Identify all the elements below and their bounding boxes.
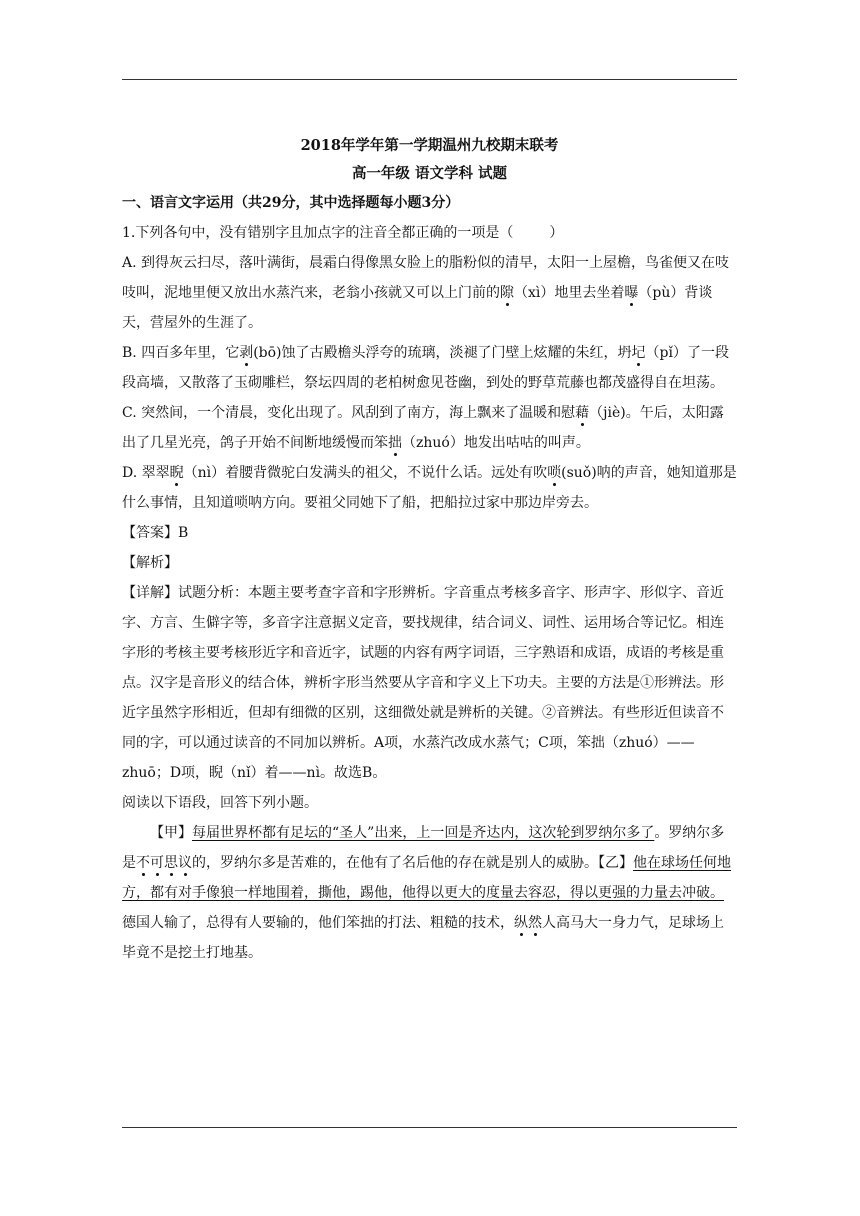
option-d-text-2: （nì）着腰背微驼白发满头的祖父，不说什么话。远处有吹 xyxy=(183,465,548,481)
exam-title: 2018年学年第一学期温州九校期末联考 xyxy=(300,137,559,154)
section-heading: 一、语言文字运用（共29分，其中选择题每小题3分） xyxy=(122,195,460,211)
stem-close: ） xyxy=(549,225,564,241)
dotted-char: 剥 xyxy=(239,345,254,361)
passage-text-2b: 的，罗纳尔多是苦难的，在他有了名后他的存在就是别人的威胁。 xyxy=(192,855,598,871)
reading-passage xyxy=(122,818,737,968)
dotted-char: 可 xyxy=(150,855,164,871)
option-a-text-1: A. 到得灰云扫尽，落叶满街，晨霜白得像黑女脸上的脂粉似的清早，太阳一上屋檐，鸟雀便又在吱吱叫，泥地里便又放出水蒸汽来，老翁小孩就又可以上门前的 xyxy=(122,255,730,301)
document-body xyxy=(122,132,737,968)
dotted-char: 隙 xyxy=(500,285,514,301)
dotted-char: 不 xyxy=(136,855,150,871)
option-c xyxy=(122,398,737,458)
option-d-text-3: (suǒ)呐的声音，她知道那是什么事情，且知道唢呐方向。要祖父同她下了船，把船拉过家中那边岸旁去。 xyxy=(122,465,737,511)
option-b xyxy=(122,338,737,398)
option-c-text-3: （zhuó）地发出咕咕的叫声。 xyxy=(402,435,590,451)
passage-text-3a: 德国人输了，总得有人要输的，他们笨拙的打法、粗糙的技术， xyxy=(122,915,514,931)
exam-subtitle: 高一年级 语文学科 试题 xyxy=(351,165,508,182)
passage-text-2a: 罗纳尔多是 xyxy=(122,825,725,871)
question-1-stem xyxy=(122,218,737,248)
reading-intro: 阅读以下语段，回答下列小题。 xyxy=(122,795,318,811)
dotted-char: 拙 xyxy=(388,435,402,451)
option-a-text-2: （xì）地里去坐着 xyxy=(514,285,625,301)
option-d-text-1: D. 翠翠 xyxy=(122,465,170,481)
option-a-text-3: （pù）背谈天，营屋外的生涯了。 xyxy=(122,285,713,331)
period: 。 xyxy=(654,825,669,841)
label-jia: 【甲】 xyxy=(150,825,192,841)
bottom-rule xyxy=(122,1127,737,1128)
option-c-text-1: C. 突然间，一个清晨，变化出现了。风刮到了南方，海上飘来了温暖和慰 xyxy=(122,405,576,421)
detailed-analysis: 【详解】试题分析：本题主要考查字音和字形辨析。字音重点考核多音字、形声字、形似字、音近字、方言、生僻字等，多音字注意据义定音，要找规律，结合词义、词性、运用场合等记忆。相连字形的考核主要考核形近字和音近字，试题的内容有两字词语，三字熟语和成语，成语的考核是重点。汉字是音形义的结合体，辨析字形当然要从字音和字义上下功夫。主要的方法是①形辨法。形近字虽然字形相近，但却有细微的区别，这细微处就是辨析的关键。②音辨法。有些形近但读音不同的字，可以通过读音的不同加以辨析。A项，水蒸汽改成水蒸气；C项，笨拙（zhuó）——zhuō；D项，睨（nǐ）着——nì。故选B。 xyxy=(122,585,724,781)
label-yi: 【乙】 xyxy=(598,855,633,871)
option-b-text-2: (bō)蚀了古殿檐头浮夸的琉璃，淡褪了门壁上炫耀的朱红，坍 xyxy=(253,345,632,361)
option-a xyxy=(122,248,737,338)
top-rule xyxy=(122,79,737,80)
answer: 【答案】B xyxy=(122,525,189,541)
dotted-char: 睨 xyxy=(169,465,184,481)
dotted-char: 议 xyxy=(178,855,192,871)
option-b-text-1: B. 四百多年里，它 xyxy=(122,345,240,361)
dotted-char: 圮 xyxy=(631,345,646,361)
passage-text-3b: 人高马大一身力气，足球场上毕竟不是挖土打地基。 xyxy=(122,915,724,961)
stem-text: 1.下列各句中，没有错别字且加点字的注音全都正确的一项是（ xyxy=(122,225,514,241)
option-c-text-2: （jiè)。午后，太阳露出了几星光亮，鸽子开始不间断地缓慢而笨 xyxy=(122,405,724,451)
dotted-char: 然 xyxy=(528,915,542,931)
dotted-char: 藉 xyxy=(575,405,590,421)
dotted-char: 唢 xyxy=(547,465,562,481)
underlined-sentence-jia: 每届世界杯都有足坛的“圣人”出来，上一回是齐达内，这次轮到罗纳尔多了 xyxy=(192,825,655,841)
option-d xyxy=(122,458,737,518)
option-b-text-3: （pǐ）了一段段高墙，又散落了玉砌雕栏，祭坛四周的老柏树愈见苍幽，到处的野草荒藤也都茂盛得自在坦荡。 xyxy=(122,345,729,391)
dotted-char: 曝 xyxy=(624,285,639,301)
underlined-sentence-yi: 他在球场任何地方，都有对手像狼一样地围着，撕他，踢他，他得以更大的度量去容忍，得以更强的力量去冲破。 xyxy=(122,855,731,901)
dotted-char: 思 xyxy=(164,855,178,871)
dotted-char: 纵 xyxy=(514,915,528,931)
analysis-label: 【解析】 xyxy=(122,555,178,571)
